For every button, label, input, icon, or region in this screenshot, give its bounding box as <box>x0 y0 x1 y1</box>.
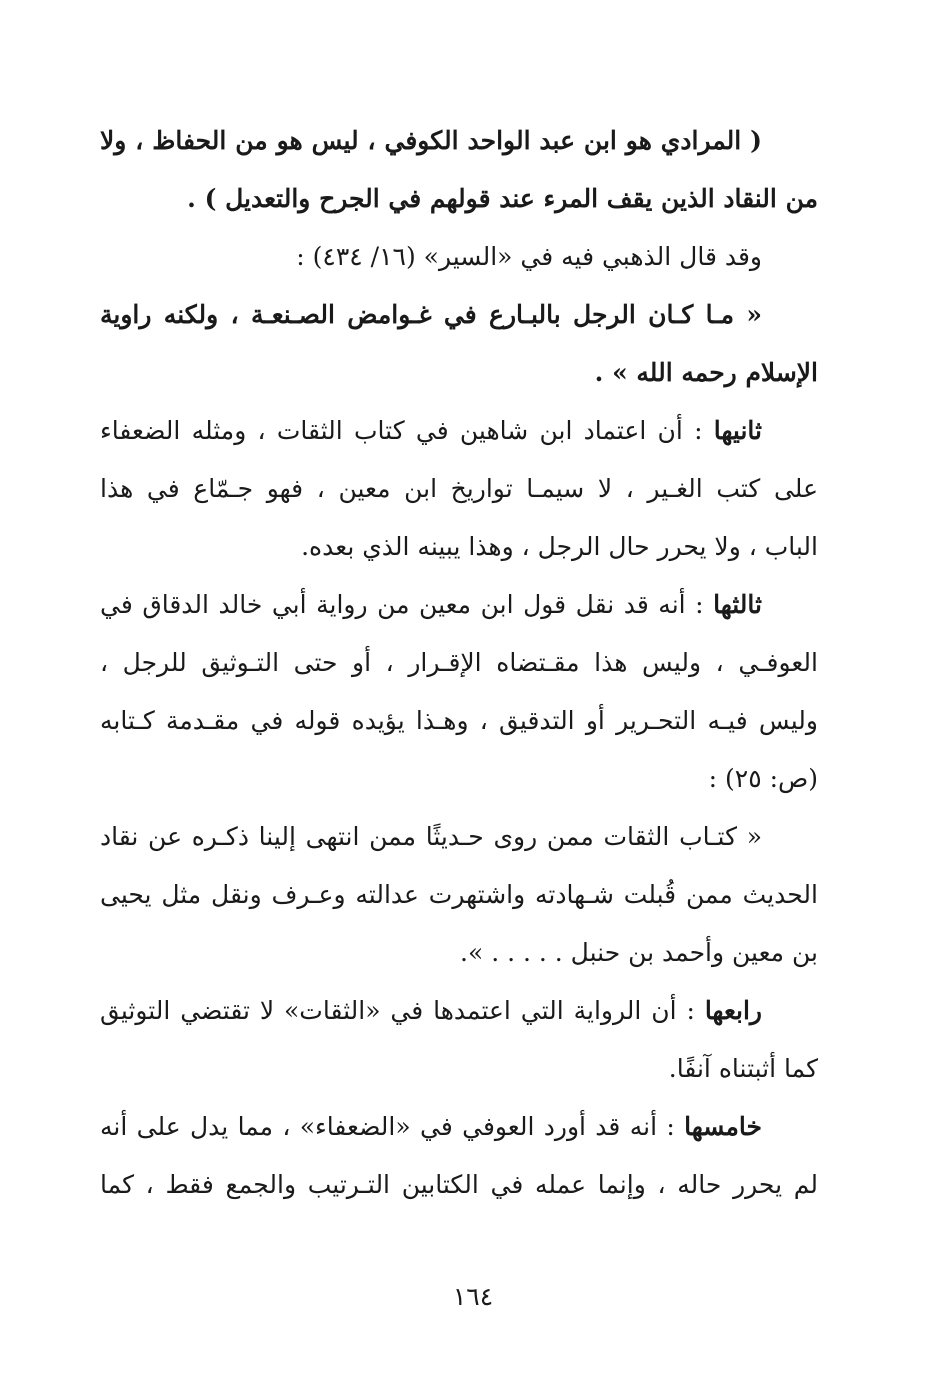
paragraph-quote-thiqat <box>100 808 818 982</box>
point-keyword: رابعها <box>704 996 762 1025</box>
text-line: من النقاد الذين يقف المرء عند قولهم في الجرح والتعديل ) . <box>187 184 818 213</box>
text-line <box>100 982 818 1040</box>
paragraph-dhahabi <box>100 228 818 286</box>
paragraph-quote-muradi <box>100 112 818 228</box>
text-line: وليس فيـه التحـرير أو التدقيق ، وهـذا يؤيده قوله في مقـدمة كـتابه <box>100 706 818 735</box>
text-line: وقد قال الذهبي فيه في «السير» (١٦/ ٤٣٤) : <box>296 242 762 271</box>
text-line: كما أثبتناه آنفًا. <box>668 1054 818 1083</box>
text-line: « كتـاب الثقات ممن روى حـديثًا ممن انتهى إلينا ذكـره عن نقاد <box>100 822 762 851</box>
text-segment: : أنه قد أورد العوفي في «الضعفاء» ، مما يدل على أنه <box>100 1112 685 1141</box>
text-line: الباب ، ولا يحرر حال الرجل ، وهذا يبينه الذي بعده. <box>301 532 818 561</box>
point-keyword: ثالثها <box>713 590 762 619</box>
point-keyword: ثانيها <box>713 416 762 445</box>
text-line <box>100 402 818 460</box>
text-line: الإسلام رحمه الله » . <box>594 358 818 387</box>
text-line: الحديث ممن قُبلت شـهادته واشتهرت عدالته وعـرف ونقل مثل يحيى <box>100 880 818 909</box>
paragraph-fifth-point <box>100 1098 818 1214</box>
paragraph-third-point <box>100 576 818 808</box>
text-line: بن معين وأحمد بن حنبل . . . . . ». <box>460 938 818 967</box>
page-body <box>100 112 818 1214</box>
text-line: العوفـي ، وليس هذا مقـتضاه الإقـرار ، أو حتى التـوثيق للرجل ، <box>100 648 818 677</box>
text-line: على كتب الغـير ، لا سيمـا تواريخ ابن معين ، فهو جـمّاع في هذا <box>100 474 818 503</box>
text-segment: : أن اعتماد ابن شاهين في كتاب الثقات ، ومثله الضعفاء <box>100 416 714 445</box>
text-line: « مـا كـان الرجل بالبـارع في غـوامض الصـنعـة ، ولكنه راوية <box>100 300 762 329</box>
paragraph-quote-dhahabi <box>100 286 818 402</box>
page-number: ١٦٤ <box>452 1282 494 1311</box>
text-line: (ص: ٢٥) : <box>708 764 818 793</box>
text-line: ( المرادي هو ابن عبد الواحد الكوفي ، ليس هو من الحفاظ ، ولا <box>100 126 762 155</box>
text-line: لم يحرر حاله ، وإنما عمله في الكتابين التـرتيب والجمع فقط ، كما <box>100 1170 818 1199</box>
text-line <box>100 576 818 634</box>
paragraph-fourth-point <box>100 982 818 1098</box>
text-segment: : أنه قد نقل قول ابن معين من رواية أبي خالد الدقاق في <box>100 590 714 619</box>
point-keyword: خامسها <box>684 1112 762 1141</box>
paragraph-second-point <box>100 402 818 576</box>
text-segment: : أن الرواية التي اعتمدها في «الثقات» لا تقتضي التوثيق <box>100 996 705 1025</box>
text-line <box>100 1098 818 1156</box>
